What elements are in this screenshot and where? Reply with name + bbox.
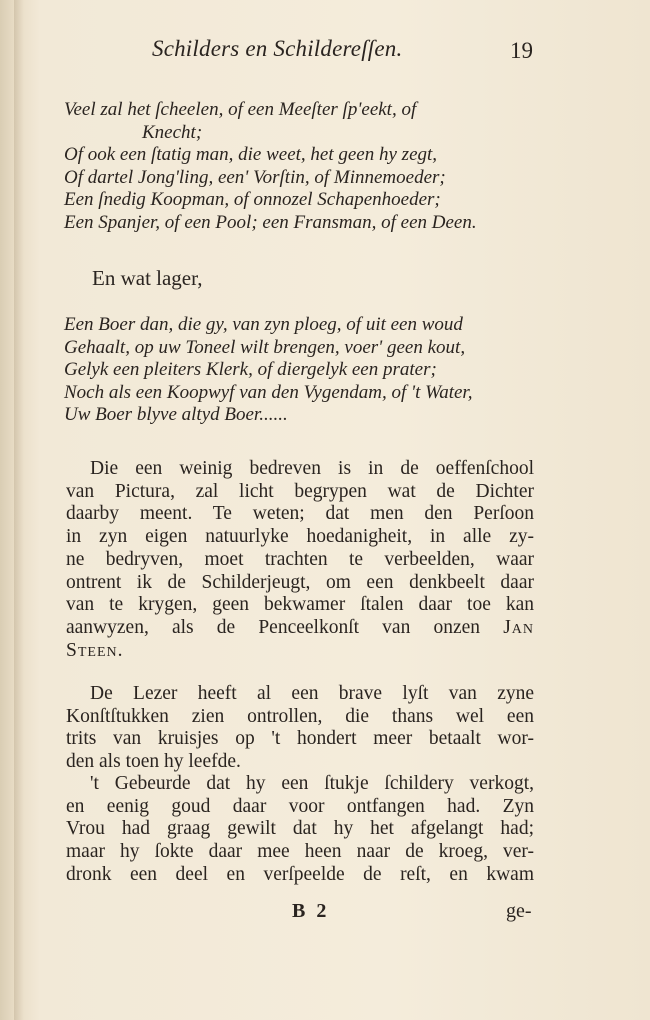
author-name-first: Jan [503,616,535,638]
prose-line: van te krygen, geen bekwamer ſtalen daar toe kan [66,594,534,616]
prose-line [66,617,534,640]
prose-line: daarby meent. Te weten; dat men den Perſoon [66,503,534,525]
prose-line-text: aanwyzen, als de Penceelkonſt van onzen [66,616,481,638]
prose-line: dronk een deel en verſpeelde de reſt, en kwam [66,863,534,885]
page-number: 19 [510,38,533,63]
page-header [0,30,650,70]
verse-line: Gelyk een pleiters Klerk, of diergelyk een prater; [64,359,437,380]
prose-line: in zyn eigen natuurlyke hoedanigheit, in alle zy- [66,526,534,548]
paragraph-3 [66,773,534,887]
prose-line: den als toen hy leefde. [66,751,241,773]
verse-line: Uw Boer blyve altyd Boer...... [64,404,288,425]
page-footer [0,898,650,928]
prose-line: maar hy ſokte daar mee heen naar de kroeg, ver- [66,841,534,863]
catchword: ge- [506,900,532,922]
prose-line: Vrou had graag gewilt dat hy het afgelangt had; [66,818,534,840]
verse-line: Veel zal het ſcheelen, of een Meeſter ſp'eekt, of [64,99,417,120]
verse-line: Of dartel Jong'ling, een' Vorſtin, of Minnemoeder; [64,166,446,188]
signature-mark: B 2 [292,900,330,922]
prose-line: Konſtſtukken zien ontrollen, die thans wel een [66,705,534,727]
verse-block-2 [64,314,554,427]
paragraph-1 [66,458,534,662]
prose-line: ne bedryven, moet trachten te verbeelden, waar [66,548,534,570]
prose-line: De Lezer heeft al een brave lyſt van zyne [90,683,534,704]
prose-line: van Pictura, zal licht begrypen wat de Dichter [66,480,534,502]
verse-line: Een Boer dan, die gy, van zyn ploeg, of uit een woud [64,314,463,335]
running-head: Schilders en Schildereſſen. [152,36,403,61]
verse-line: Noch als een Koopwyf van den Vygendam, of 't Water, [64,381,473,403]
prose-line: Die een weinig bedreven is in de oeffenſchool [90,458,534,479]
prose-line: 't Gebeurde dat hy een ſtukje ſchildery verkogt, [90,773,534,794]
verse-line: Een Spanjer, of een Pool; een Fransman, of een Deen. [64,211,477,233]
paragraph-2 [66,683,534,774]
author-name-last: Steen. [66,639,124,661]
verse-line: Of ook een ſtatig man, die weet, het geen hy zegt, [64,144,438,165]
prose-line: trits van kruisjes op 't hondert meer betaalt wor- [66,728,534,750]
verse-line: Gehaalt, op uw Toneel wilt brengen, voer' geen kout, [64,336,466,358]
page-gutter-shadow [14,0,24,1020]
interlude-text: En wat lager, [92,266,203,290]
verse-line: Een ſnedig Koopman, of onnozel Schapenhoeder; [64,189,441,210]
prose-line [66,640,534,663]
verse-line: Knecht; [142,121,203,143]
verse-block-1 [64,99,554,234]
prose-line: en eenig goud daar voor ontfangen had. Zyn [66,795,534,817]
prose-line: ontrent ik de Schilderjeugt, om een denkbeelt daar [66,571,534,593]
